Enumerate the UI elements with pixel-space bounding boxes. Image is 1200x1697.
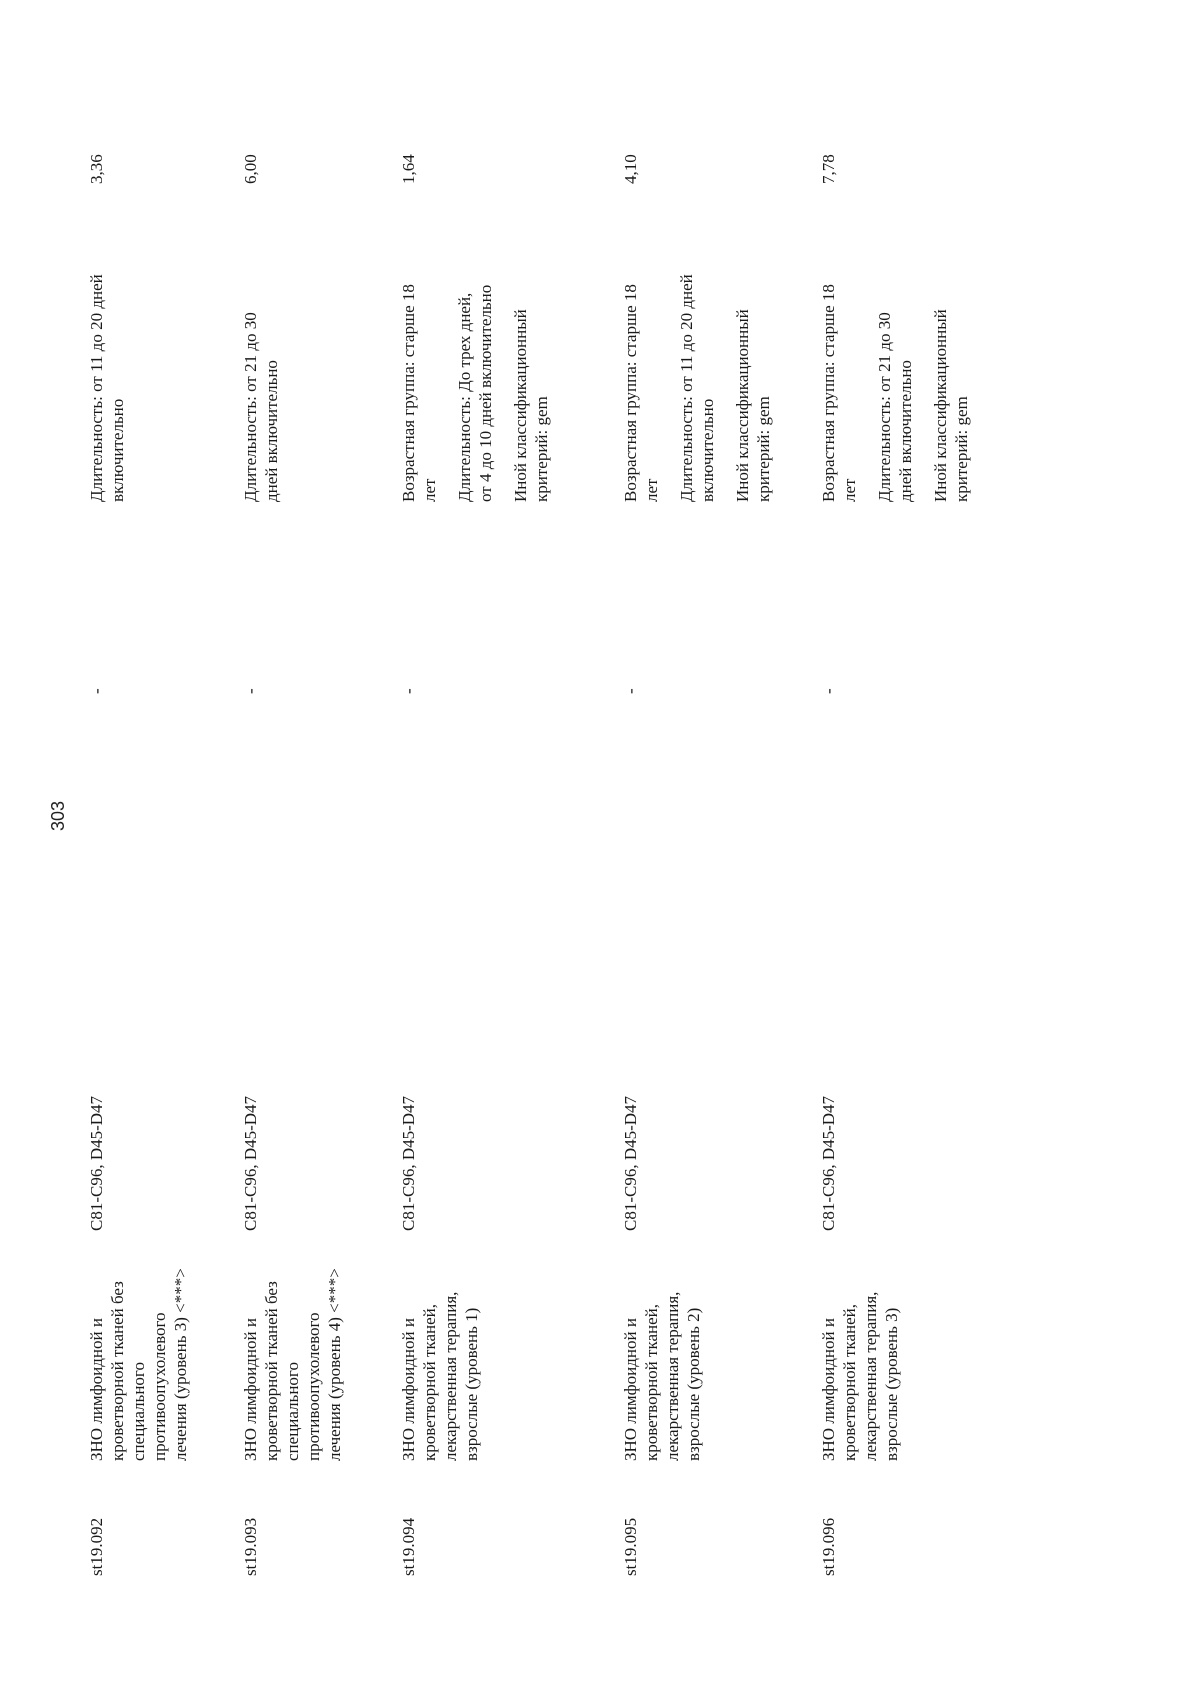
criterion: Длительность: от 21 до 30 дней включительно bbox=[241, 312, 281, 502]
criteria-cell bbox=[240, 274, 282, 502]
icd-codes: C81-C96, D45-D47 bbox=[819, 1095, 838, 1231]
criterion: Иной классификационный критерий: gem bbox=[511, 309, 551, 502]
criterion: Длительность: от 11 до 20 дней включительно bbox=[87, 274, 127, 502]
ksg-name: ЗНО лимфоидной и кроветворной тканей без специального противоопухолевого лечения (уровень 3) <***> bbox=[87, 1268, 190, 1461]
empty-cell-dash: - bbox=[87, 688, 106, 694]
ksg-code: st19.096 bbox=[819, 1517, 838, 1576]
table-row bbox=[398, 0, 598, 1697]
icd-codes: C81-C96, D45-D47 bbox=[621, 1095, 640, 1231]
icd-codes: C81-C96, D45-D47 bbox=[87, 1095, 106, 1231]
ksg-name: ЗНО лимфоидной и кроветворной тканей, лекарственная терапия, взрослые (уровень 2) bbox=[621, 1291, 703, 1461]
coefficient: 6,00 bbox=[241, 154, 260, 184]
ksg-code: st19.093 bbox=[241, 1517, 260, 1576]
ksg-name: ЗНО лимфоидной и кроветворной тканей без специального противоопухолевого лечения (уровень 4) <***> bbox=[241, 1268, 344, 1461]
icd-codes: C81-C96, D45-D47 bbox=[399, 1095, 418, 1231]
criterion: Иной классификационный критерий: gem bbox=[733, 309, 773, 502]
criterion: Длительность: от 11 до 20 дней включительно bbox=[677, 274, 717, 502]
criteria-cell bbox=[398, 274, 552, 502]
table-row bbox=[818, 0, 1018, 1697]
empty-cell-dash: - bbox=[241, 688, 260, 694]
ksg-code: st19.094 bbox=[399, 1517, 418, 1576]
icd-codes: C81-C96, D45-D47 bbox=[241, 1095, 260, 1231]
criterion: Возрастная группа: старше 18 лет bbox=[819, 284, 859, 502]
page-number: 303 bbox=[48, 800, 68, 831]
coefficient: 3,36 bbox=[87, 154, 106, 184]
ksg-code: st19.092 bbox=[87, 1517, 106, 1576]
criteria-cell bbox=[86, 274, 128, 502]
criterion: Длительность: До трех дней, от 4 до 10 дней включительно bbox=[455, 284, 495, 502]
empty-cell-dash: - bbox=[399, 688, 418, 694]
criterion: Возрастная группа: старше 18 лет bbox=[621, 284, 661, 502]
criteria-cell bbox=[818, 274, 972, 502]
ksg-code: st19.095 bbox=[621, 1517, 640, 1576]
empty-cell-dash: - bbox=[621, 688, 640, 694]
criteria-cell bbox=[620, 274, 774, 502]
table-row bbox=[620, 0, 820, 1697]
coefficient: 1,64 bbox=[399, 154, 418, 184]
criterion: Иной классификационный критерий: gem bbox=[931, 309, 971, 502]
criterion: Возрастная группа: старше 18 лет bbox=[399, 284, 439, 502]
ksg-name: ЗНО лимфоидной и кроветворной тканей, лекарственная терапия, взрослые (уровень 3) bbox=[819, 1291, 901, 1461]
coefficient: 4,10 bbox=[621, 154, 640, 184]
ksg-name: ЗНО лимфоидной и кроветворной тканей, лекарственная терапия, взрослые (уровень 1) bbox=[399, 1291, 481, 1461]
coefficient: 7,78 bbox=[819, 154, 838, 184]
criterion: Длительность: от 21 до 30 дней включительно bbox=[875, 312, 915, 502]
empty-cell-dash: - bbox=[819, 688, 838, 694]
